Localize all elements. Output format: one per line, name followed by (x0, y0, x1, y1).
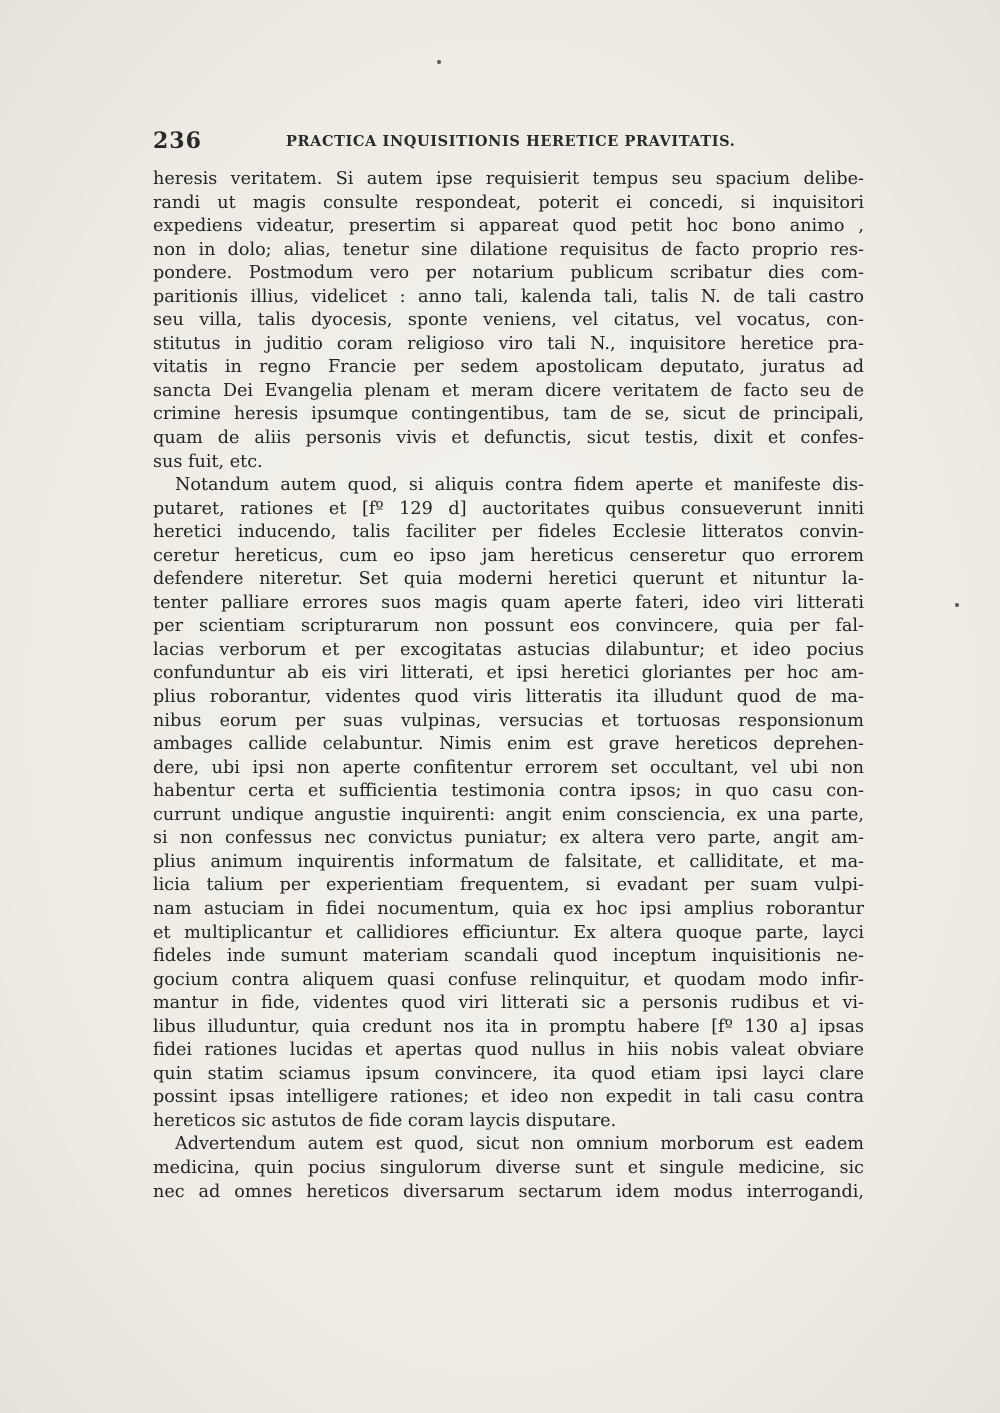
text-line: Advertendum autem est quod, sicut non omnium morborum est eadem (175, 1134, 864, 1155)
text-line: mantur in fide, videntes quod viri litterati sic a personis rudibus et vi- (153, 993, 864, 1014)
text-line: libus illuduntur, quia credunt nos ita in promptu habere [fº 130 a] ipsas (153, 1016, 864, 1037)
text-line: expediens videatur, presertim si appareat quod petit hoc bono animo , (153, 216, 864, 237)
text-line: plius animum inquirentis informatum de falsitate, et calliditate, et ma- (153, 851, 864, 872)
text-line: putaret, rationes et [fº 129 d] auctoritates quibus consueverunt inniti (153, 498, 864, 519)
text-line: sus fuit, etc. (153, 451, 263, 472)
text-line: si non confessus nec convictus puniatur; ex altera vero parte, angit am- (153, 828, 864, 849)
text-line: ceretur hereticus, cum eo ipso jam hereticus censeretur quo errorem (153, 545, 864, 566)
text-line: heresis veritatem. Si autem ipse requisierit tempus seu spacium delibe- (153, 169, 864, 189)
text-line: nam astuciam in fidei nocumentum, quia ex hoc ipsi amplius roborantur (153, 898, 864, 919)
text-line: plius roborantur, videntes quod viris litteratis ita illudunt quod de ma- (153, 687, 864, 708)
text-line: et multiplicantur et callidiores efficiuntur. Ex altera quoque parte, layci (153, 922, 864, 943)
page-number: 236 (153, 128, 202, 154)
text-line: licia talium per experientiam frequentem, si evadant per suam vulpi- (153, 875, 864, 896)
text-line: currunt undique angustie inquirenti: angit enim consciencia, ex una parte, (153, 804, 864, 825)
text-line: dere, ubi ipsi non aperte confitentur errorem set occultant, vel ubi non (153, 757, 864, 778)
text-line: heretici inducendo, talis faciliter per fideles Ecclesie litteratos convin- (153, 522, 864, 543)
text-line: fidei rationes lucidas et apertas quod nullus in hiis nobis valeat obviare (153, 1040, 864, 1061)
text-line: crimine heresis ipsumque contingentibus, tam de se, sicut de principali, (153, 404, 864, 425)
page-header (150, 128, 864, 158)
text-line: medicina, quin pocius singulorum diverse sunt et singule medicine, sic (153, 1157, 864, 1178)
text-line: defendere niteretur. Set quia moderni heretici querunt et nituntur la- (153, 569, 864, 590)
text-line: sancta Dei Evangelia plenam et meram dicere veritatem de facto seu de (153, 380, 864, 401)
text-line: nibus eorum per suas vulpinas, versucias et tortuosas responsionum (153, 710, 864, 731)
text-line: non in dolo; alias, tenetur sine dilatione requisitus de facto proprio res- (153, 239, 864, 260)
body-text (153, 168, 864, 1204)
paper-speck (437, 60, 441, 64)
text-line: lacias verborum et per excogitatas astucias dilabuntur; et ideo pocius (153, 639, 864, 660)
text-line: randi ut magis consulte respondeat, poterit ei concedi, si inquisitori (153, 192, 864, 213)
text-line: Notandum autem quod, si aliquis contra fidem aperte et manifeste dis- (175, 475, 864, 496)
text-line: fideles inde sumunt materiam scandali quod inceptum inquisitionis ne- (153, 946, 864, 967)
paper-speck (955, 603, 959, 607)
text-line: ambages callide celabuntur. Nimis enim est grave hereticos deprehen- (153, 734, 864, 755)
text-line: quin statim sciamus ipsum convincere, ita quod etiam ipsi layci clare (153, 1063, 864, 1084)
text-line: tenter palliare errores suos magis quam aperte fateri, ideo viri litterati (153, 592, 864, 613)
text-line: habentur certa et sufficientia testimonia contra ipsos; in quo casu con- (153, 781, 864, 802)
text-line: vitatis in regno Francie per sedem apostolicam deputato, juratus ad (153, 357, 864, 378)
text-line: paritionis illius, videlicet : anno tali, kalenda tali, talis N. de tali castro (153, 286, 864, 307)
text-line: per scientiam scripturarum non possunt eos convincere, quia per fal- (153, 616, 864, 637)
text-line: pondere. Postmodum vero per notarium publicum scribatur dies com- (153, 263, 864, 284)
running-head: PRACTICA INQUISITIONIS HERETICE PRAVITATIS. (286, 133, 736, 150)
text-line: stitutus in juditio coram religioso viro tali N., inquisitore heretice pra- (153, 333, 864, 354)
text-line: confunduntur ab eis viri litterati, et ipsi heretici gloriantes per hoc am- (153, 663, 864, 684)
text-line: hereticos sic astutos de fide coram laycis disputare. (153, 1110, 617, 1131)
text-line: seu villa, talis dyocesis, sponte veniens, vel citatus, vel vocatus, con- (153, 310, 864, 331)
text-line: possint ipsas intelligere rationes; et ideo non expedit in tali casu contra (153, 1087, 864, 1108)
text-line: quam de aliis personis vivis et defunctis, sicut testis, dixit et confes- (153, 428, 864, 449)
text-line: nec ad omnes hereticos diversarum sectarum idem modus interrogandi, (153, 1181, 864, 1202)
text-line: gocium contra aliquem quasi confuse relinquitur, et quodam modo infir- (153, 969, 864, 990)
